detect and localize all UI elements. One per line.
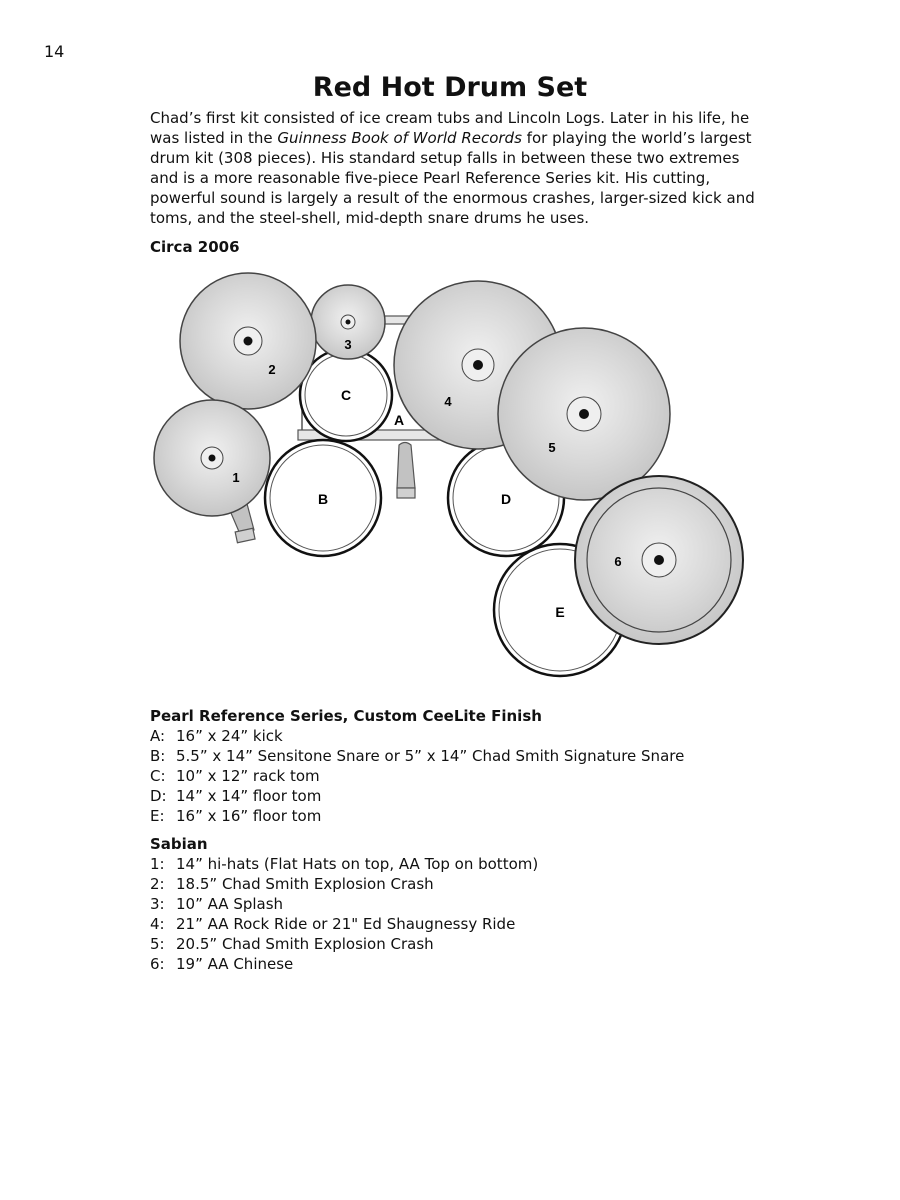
intro-italic-title: Guinness Book of World Records [277, 129, 522, 147]
drum-set-diagram [140, 265, 770, 685]
drum-label-d: D [500, 491, 512, 507]
list-item: D: 14” x 14” floor tom [150, 787, 322, 805]
list-item: 4: 21” AA Rock Ride or 21" Ed Shaugnessy Ride [150, 915, 516, 933]
cymbal-3 [311, 285, 385, 359]
rack-tom-c [300, 349, 392, 441]
cymbal-2 [180, 273, 316, 409]
page-number: 14 [44, 42, 65, 61]
list-item: 6: 19” AA Chinese [150, 955, 294, 973]
drums-heading: Pearl Reference Series, Custom CeeLite Finish [150, 707, 542, 725]
bass-pedal [397, 443, 415, 499]
list-item: 5: 20.5” Chad Smith Explosion Crash [150, 935, 434, 953]
cymbal-label-3: 3 [344, 337, 352, 352]
cymbal-label-5: 5 [548, 440, 556, 455]
drum-label-c: C [340, 387, 352, 403]
drum-label-a: A [393, 412, 405, 428]
list-item: E: 16” x 16” floor tom [150, 807, 322, 825]
drums-section [150, 706, 790, 826]
cymbals-list [150, 854, 790, 974]
list-item: B: 5.5” x 14” Sensitone Snare or 5” x 14” Chad Smith Signature Snare [150, 747, 685, 765]
list-item: 3: 10” AA Splash [150, 895, 284, 913]
cymbal-label-2: 2 [268, 362, 276, 377]
cymbal-6-chinese [575, 476, 743, 644]
intro-paragraph [150, 108, 760, 228]
list-item: 2: 18.5” Chad Smith Explosion Crash [150, 875, 434, 893]
cymbal-label-6: 6 [614, 554, 622, 569]
list-item: A: 16” x 24” kick [150, 727, 283, 745]
snare-b [265, 440, 381, 556]
cymbal-label-4: 4 [444, 394, 452, 409]
cymbal-label-1: 1 [232, 470, 240, 485]
drum-label-e: E [555, 604, 565, 620]
page-title: Red Hot Drum Set [312, 72, 588, 103]
drums-list [150, 726, 790, 826]
drum-label-b: B [317, 491, 329, 507]
cymbal-5 [498, 328, 670, 500]
list-item: 1: 14” hi-hats (Flat Hats on top, AA Top on bottom) [150, 855, 539, 873]
intro-text-2: for playing the world’s largest drum kit (308 pieces). His standard setup falls in between these two extremes and is a more reasonable five-piece Pearl Reference Series kit. His cutting, powerful sound is largely a result of the enormous crashes, larger-sized kick and toms, and the steel-shell, mid-depth snare drums he uses. [150, 129, 755, 227]
cymbals-heading: Sabian [150, 835, 208, 853]
list-item: C: 10” x 12” rack tom [150, 767, 320, 785]
cymbal-1-hi-hats [154, 400, 270, 516]
circa-label: Circa 2006 [150, 238, 240, 256]
cymbals-section [150, 834, 790, 974]
intro-text-1: Chad’s first kit consisted of ice cream tubs and Lincoln Logs. Later in his life, he was listed in the [150, 109, 750, 147]
